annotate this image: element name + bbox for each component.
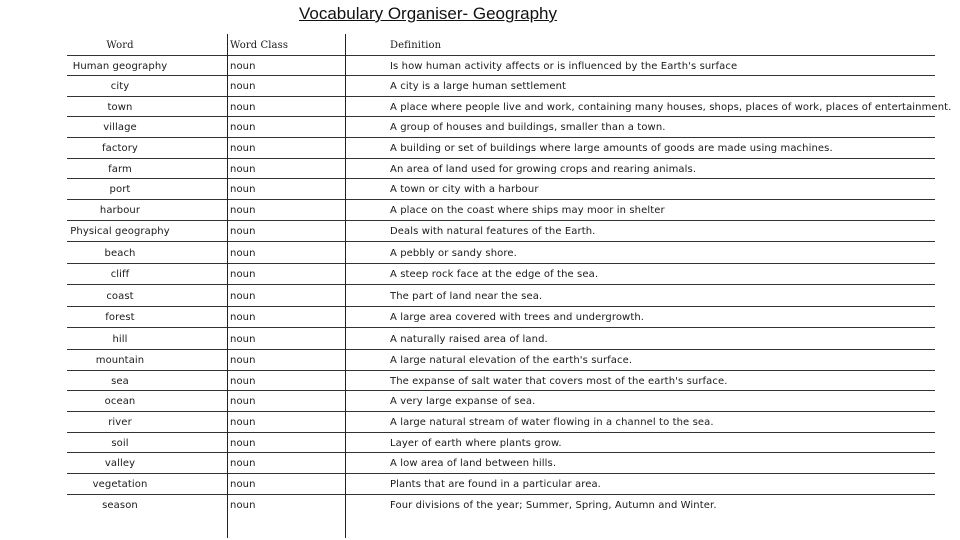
column-header-word-class: Word Class xyxy=(230,39,289,51)
definition-cell: Four divisions of the year; Summer, Spring, Autumn and Winter. xyxy=(390,499,717,511)
word-class-cell: noun xyxy=(230,458,256,469)
table-row xyxy=(67,328,935,350)
definition-cell: A city is a large human settlement xyxy=(390,81,567,92)
word-class-cell: noun xyxy=(230,333,256,345)
word-class-cell: noun xyxy=(230,205,256,216)
table-row xyxy=(67,264,935,285)
word-class-cell: noun xyxy=(230,396,256,407)
column-divider-right xyxy=(345,34,346,538)
word-cell: ocean xyxy=(104,396,136,407)
table-row xyxy=(67,97,952,117)
table-row xyxy=(67,76,935,97)
definition-cell: Layer of earth where plants grow. xyxy=(390,437,562,449)
word-class-cell: noun xyxy=(230,437,256,449)
word-cell: Human geography xyxy=(72,60,168,72)
word-class-cell: noun xyxy=(230,81,256,92)
word-class-cell: noun xyxy=(230,355,256,366)
word-class-cell: noun xyxy=(230,60,256,72)
table-body xyxy=(67,56,952,515)
definition-cell: A town or city with a harbour xyxy=(390,184,539,195)
word-cell: river xyxy=(108,417,132,428)
table-row xyxy=(67,412,935,433)
word-class-cell: noun xyxy=(230,122,256,133)
definition-cell: Deals with natural features of the Earth. xyxy=(390,226,596,237)
word-cell: farm xyxy=(108,163,132,175)
table-row xyxy=(67,179,935,200)
definition-cell: A steep rock face at the edge of the sea. xyxy=(390,269,599,280)
word-class-cell: noun xyxy=(230,417,256,428)
word-class-cell: noun xyxy=(230,479,256,490)
definition-cell: Is how human activity affects or is influenced by the Earth's surface xyxy=(390,60,738,72)
vocabulary-table xyxy=(67,34,952,515)
definition-cell: The part of land near the sea. xyxy=(390,290,543,302)
table-row xyxy=(67,371,935,391)
table-row xyxy=(67,285,935,307)
word-cell: cliff xyxy=(110,269,130,280)
definition-cell: A place where people live and work, containing many houses, shops, places of work, places of entertainment. xyxy=(390,101,952,113)
column-header-word: Word xyxy=(106,39,134,51)
word-cell: village xyxy=(103,122,137,133)
word-class-cell: noun xyxy=(230,143,256,154)
word-class-cell: noun xyxy=(230,375,256,387)
definition-cell: A naturally raised area of land. xyxy=(390,333,548,345)
definition-cell: A building or set of buildings where large amounts of goods are made using machines. xyxy=(390,143,833,154)
table-row xyxy=(67,453,935,474)
definition-cell: A large natural elevation of the earth's surface. xyxy=(390,355,633,366)
table-row xyxy=(67,56,935,76)
word-class-cell: noun xyxy=(230,290,256,302)
table-row xyxy=(67,350,935,371)
word-cell: beach xyxy=(104,247,136,259)
word-class-cell: noun xyxy=(230,101,256,113)
word-cell: season xyxy=(102,499,138,511)
word-cell: factory xyxy=(102,143,138,154)
word-class-cell: noun xyxy=(230,247,256,259)
column-divider-left xyxy=(227,34,228,538)
word-class-cell: noun xyxy=(230,226,256,237)
table-row xyxy=(67,433,935,453)
table-row xyxy=(67,200,935,221)
table-header-row xyxy=(67,34,935,56)
word-class-cell: noun xyxy=(230,163,256,175)
table-row xyxy=(67,221,935,242)
definition-cell: A large area covered with trees and undergrowth. xyxy=(390,312,645,323)
word-class-cell: noun xyxy=(230,312,256,323)
definition-cell: A group of houses and buildings, smaller than a town. xyxy=(390,122,666,133)
word-cell: port xyxy=(109,184,131,195)
table-row xyxy=(67,159,935,179)
page-title: Vocabulary Organiser- Geography xyxy=(299,4,557,23)
table-row xyxy=(67,307,935,328)
word-cell: town xyxy=(107,101,133,113)
definition-cell: A large natural stream of water flowing in a channel to the sea. xyxy=(390,417,714,428)
word-class-cell: noun xyxy=(230,499,256,511)
table-row xyxy=(67,138,935,159)
table-row xyxy=(67,495,935,515)
definition-cell: A place on the coast where ships may moor in shelter xyxy=(390,205,665,216)
definition-cell: A pebbly or sandy shore. xyxy=(390,247,517,259)
word-cell: soil xyxy=(111,437,129,449)
word-cell: Physical geography xyxy=(70,226,170,237)
word-class-cell: noun xyxy=(230,269,256,280)
column-header-definition: Definition xyxy=(390,39,442,51)
word-cell: forest xyxy=(105,312,135,323)
definition-cell: A low area of land between hills. xyxy=(390,458,557,469)
word-class-cell: noun xyxy=(230,184,256,195)
word-cell: city xyxy=(110,81,130,92)
word-cell: hill xyxy=(112,333,128,345)
word-cell: mountain xyxy=(95,355,145,366)
definition-cell: Plants that are found in a particular area. xyxy=(390,479,601,490)
definition-cell: The expanse of salt water that covers most of the earth's surface. xyxy=(390,375,728,387)
word-cell: coast xyxy=(106,290,134,302)
word-cell: vegetation xyxy=(92,479,148,490)
table-row xyxy=(67,391,935,412)
table-row xyxy=(67,242,935,264)
word-cell: harbour xyxy=(99,205,141,216)
word-cell: valley xyxy=(104,458,136,469)
definition-cell: A very large expanse of sea. xyxy=(390,396,536,407)
table-row xyxy=(67,474,935,495)
word-cell: sea xyxy=(111,375,129,387)
definition-cell: An area of land used for growing crops and rearing animals. xyxy=(390,163,697,175)
table-row xyxy=(67,117,935,138)
